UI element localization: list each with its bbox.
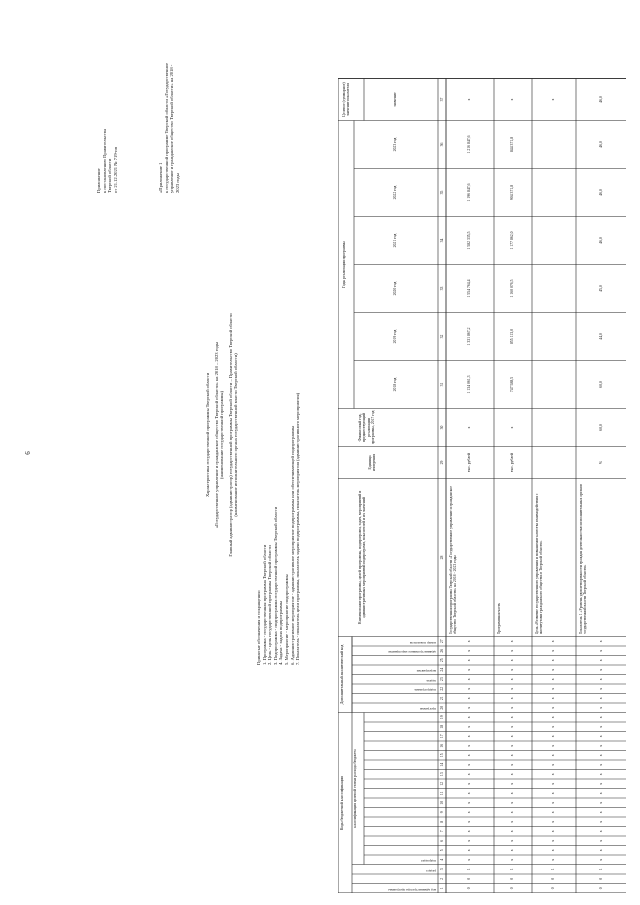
column-number: 2 xyxy=(439,877,444,880)
code-cell: x xyxy=(551,706,555,709)
code-cell: 0 xyxy=(510,887,514,890)
column-number: 11 xyxy=(439,791,444,796)
code-cell: x xyxy=(510,801,514,804)
code-cell: x xyxy=(551,697,555,700)
code-cell: x xyxy=(467,706,471,709)
header-base-year: Финансовый год, предшествующий реализации программы, 2017 год xyxy=(358,410,376,445)
header-admin: код администратора программы xyxy=(388,888,436,892)
code-cell: x xyxy=(510,668,514,671)
title-line: Главный администратор (администратор) государственной программы Тверской области – Правительство Тверской области xyxy=(227,313,233,557)
code-cell: x xyxy=(467,858,471,861)
code-cell: x xyxy=(467,725,471,728)
code-cell: x xyxy=(599,687,603,690)
header-year: 2021 год xyxy=(393,233,397,248)
row-target: х xyxy=(510,98,514,101)
document-title xyxy=(205,225,239,645)
code-cell: 0 xyxy=(467,877,471,880)
legend-line: 2. Цель - цель государственной программы Тверской области xyxy=(267,545,273,665)
header-year: 2020 год xyxy=(393,281,397,296)
header-indicator-no: номер показателя xyxy=(409,641,436,645)
code-cell: x xyxy=(467,716,471,719)
code-cell: x xyxy=(510,678,514,681)
row-year-value: 45,0 xyxy=(599,285,603,292)
code-cell: x xyxy=(467,801,471,804)
legend-line: 4. Задача - задача подпрограммы xyxy=(278,601,284,665)
code-cell: x xyxy=(599,801,603,804)
reference-line: к государственной программе Тверской области «Государственное xyxy=(163,62,169,193)
code-cell: 1 xyxy=(599,868,603,871)
row-year-value xyxy=(551,122,557,168)
appendix-block xyxy=(96,129,118,193)
code-cell: x xyxy=(599,716,603,719)
code-cell: x xyxy=(510,811,514,814)
row-year-value: 855 113,0 xyxy=(510,328,514,345)
column-number: 30 xyxy=(439,425,444,430)
column-number: 8 xyxy=(439,820,444,823)
column-number: 25 xyxy=(439,658,444,663)
code-cell: x xyxy=(599,754,603,757)
row-name: Государственная программа Тверской области «Государственное управление и гражданское общество Тверской области» на 2018 - 2023 годы xyxy=(449,485,458,635)
code-cell: x xyxy=(551,735,555,738)
code-cell: x xyxy=(467,668,471,671)
code-cell: x xyxy=(599,649,603,652)
header-name: Наименование программы, целей программы, подпрограмм, задач, мероприятий и административных мероприятий подпрограмм, показателей и их значений xyxy=(358,490,367,625)
appendix-line: Приложение xyxy=(96,168,101,193)
code-cell: 0 xyxy=(551,887,555,890)
column-number: 4 xyxy=(439,858,444,861)
code-cell: x xyxy=(510,773,514,776)
code-cell: x xyxy=(467,792,471,795)
row-year-value xyxy=(551,266,557,312)
row-year-value: 46,0 xyxy=(599,189,603,196)
column-number: 6 xyxy=(439,839,444,842)
code-cell: x xyxy=(599,678,603,681)
column-number: 36 xyxy=(439,142,444,147)
code-cell: x xyxy=(510,782,514,785)
code-cell: x xyxy=(599,782,603,785)
row-year-value: 1 177 862,0 xyxy=(510,231,514,250)
row-year-value: 46,0 xyxy=(599,237,603,244)
code-cell: x xyxy=(510,763,514,766)
code-cell: 0 xyxy=(510,877,514,880)
column-number: 10 xyxy=(439,800,444,805)
code-cell: x xyxy=(510,640,514,643)
column-number: 28 xyxy=(439,555,444,560)
code-cell: x xyxy=(510,697,514,700)
code-cell: x xyxy=(551,678,555,681)
column-number: 17 xyxy=(439,734,444,739)
header-years-group: Годы реализации программы xyxy=(342,241,346,288)
column-number: 14 xyxy=(439,762,444,767)
code-cell: 1 xyxy=(510,868,514,871)
code-cell: x xyxy=(510,716,514,719)
code-cell: x xyxy=(599,763,603,766)
reference-line: 2023 годы xyxy=(174,173,180,193)
code-cell: x xyxy=(599,668,603,671)
row-unit: тыс. рублей xyxy=(467,453,471,472)
row-year-value: 1 331 867,2 xyxy=(467,327,471,346)
row-unit: % xyxy=(599,460,603,465)
code-cell: x xyxy=(551,773,555,776)
code-cell: x xyxy=(551,716,555,719)
appendix-line: Тверской области xyxy=(107,158,113,193)
row-year-value xyxy=(551,170,557,216)
row-target: х xyxy=(467,98,471,101)
code-cell: x xyxy=(551,744,555,747)
code-cell: x xyxy=(510,659,514,662)
code-cell: x xyxy=(599,858,603,861)
column-number: 5 xyxy=(439,849,444,852)
code-cell: x xyxy=(599,744,603,747)
row-year-value: 747 588,5 xyxy=(510,376,514,393)
code-cell: x xyxy=(510,725,514,728)
header-year: 2022 год xyxy=(393,185,397,200)
code-cell: x xyxy=(599,725,603,728)
column-number: 7 xyxy=(439,830,444,833)
code-cell: x xyxy=(551,687,555,690)
code-cell: x xyxy=(551,640,555,643)
code-cell: x xyxy=(551,801,555,804)
code-cell: x xyxy=(467,782,471,785)
row-target: 46,0 xyxy=(599,96,603,103)
row-year-value xyxy=(551,314,557,360)
column-number: 13 xyxy=(439,772,444,777)
code-cell: x xyxy=(599,839,603,842)
row-base: х xyxy=(467,426,471,429)
column-number: 1 xyxy=(439,887,444,890)
code-cell: x xyxy=(599,849,603,852)
row-name: Показатель 1 «Уровень удовлетворенности граждан деятельностью исполнительных органов государственной власти Тверской области» xyxy=(579,483,588,635)
code-cell: x xyxy=(551,725,555,728)
column-number: 29 xyxy=(439,460,444,465)
column-number: 3 xyxy=(439,868,444,871)
code-cell: x xyxy=(551,763,555,766)
code-cell: 0 xyxy=(551,877,555,880)
row-year-value: 1 160 076,5 xyxy=(510,279,514,298)
column-number: 27 xyxy=(439,639,444,644)
row-year-value: 844 371,8 xyxy=(510,136,514,153)
code-cell: x xyxy=(551,782,555,785)
header-activity: мероприятие xyxy=(416,669,436,674)
row-unit: тыс. рублей xyxy=(510,453,514,472)
header-task: задача xyxy=(426,679,436,683)
column-number: 21 xyxy=(439,696,444,701)
code-cell: x xyxy=(551,811,555,814)
legend-line: 7. Показатель - показатель цели программы, показатель задачи подпрограммы, показатель мероприятия (административного мероприятия) xyxy=(295,392,301,665)
code-cell: x xyxy=(467,687,471,690)
legend-line: 5. Мероприятие - мероприятие подпрограммы xyxy=(283,574,289,665)
code-cell: x xyxy=(510,744,514,747)
code-cell: x xyxy=(551,792,555,795)
header-subsection: подраздел xyxy=(420,859,436,864)
column-number: 18 xyxy=(439,724,444,729)
code-cell: x xyxy=(551,820,555,823)
title-line: (наименование исполнительного органа государственной власти Тверской области) xyxy=(233,353,239,517)
legend-line: 3. Подпрограмма - подпрограмма государственной программы Тверской области xyxy=(272,506,278,665)
code-cell: x xyxy=(467,735,471,738)
row-unit xyxy=(551,448,557,478)
code-cell: x xyxy=(599,830,603,833)
reference-block xyxy=(158,63,180,193)
code-cell: 1 xyxy=(467,868,471,871)
row-year-value: 1 196 847,6 xyxy=(467,183,471,202)
row-year-value: 60,0 xyxy=(599,381,603,388)
title-line: «Государственное управление и гражданское общество Тверской области» на 2018 – 2023 годы xyxy=(213,341,219,529)
legend-line: 1. Программа - государственная программа Тверской области xyxy=(261,544,267,665)
header-unit: Единица измерения xyxy=(368,454,377,471)
column-number: 19 xyxy=(439,715,444,720)
column-number: 24 xyxy=(439,667,444,672)
code-cell: x xyxy=(599,735,603,738)
code-cell: x xyxy=(510,735,514,738)
code-cell: x xyxy=(510,792,514,795)
column-number: 35 xyxy=(439,190,444,195)
code-cell: x xyxy=(599,706,603,709)
column-number: 23 xyxy=(439,677,444,682)
appendix-line: к постановлению Правительства xyxy=(101,129,107,193)
code-cell: x xyxy=(467,830,471,833)
row-name: Цель «Развитие государственного управления и повышение качества взаимодействия с институтами гражданского общества в Тверской области» xyxy=(535,493,544,635)
code-cell: x xyxy=(510,649,514,652)
code-cell: x xyxy=(551,858,555,861)
header-budget-codes: Коды бюджетной классификации xyxy=(340,776,344,831)
code-cell: x xyxy=(510,820,514,823)
code-cell: x xyxy=(551,659,555,662)
column-number: 37 xyxy=(439,97,444,102)
code-cell: x xyxy=(599,659,603,662)
header-target-article: классификация целевой статьи расхода бюджета xyxy=(353,749,357,828)
appendix-line: от 21.12.2021 № 719-пп xyxy=(112,146,118,193)
code-cell: x xyxy=(599,792,603,795)
header-program: программа xyxy=(419,707,436,712)
row-year-value: 46,0 xyxy=(599,141,603,148)
code-cell: x xyxy=(599,773,603,776)
code-cell: x xyxy=(510,754,514,757)
row-year-value xyxy=(551,218,557,264)
header-additional-code: Дополнительный аналитический код xyxy=(340,644,344,705)
header-target-value: значение xyxy=(393,92,397,107)
header-target: Целевое (суммарное) значение показателя xyxy=(342,82,351,117)
row-name: Программная часть xyxy=(497,602,501,635)
column-number: 16 xyxy=(439,743,444,748)
page-number: 6 xyxy=(24,451,32,455)
reference-line: «Приложение 1 xyxy=(158,162,163,193)
title-line: Характеристика государственной программы Тверской области xyxy=(205,372,210,498)
code-cell: x xyxy=(551,839,555,842)
code-cell: x xyxy=(467,820,471,823)
code-cell: x xyxy=(467,659,471,662)
code-cell: x xyxy=(467,649,471,652)
code-cell: x xyxy=(510,849,514,852)
row-year-value: 1 554 764,4 xyxy=(467,279,471,298)
code-cell: 1 xyxy=(551,868,555,871)
row-target: х xyxy=(551,98,555,101)
column-number: 33 xyxy=(439,286,444,291)
row-base: х xyxy=(510,426,514,429)
code-cell: x xyxy=(467,763,471,766)
row-year-value xyxy=(551,362,557,408)
legend-block xyxy=(256,393,301,665)
header-year: 2023 год xyxy=(393,137,397,152)
code-cell: x xyxy=(599,811,603,814)
legend-line: 6. Административное мероприятие - административное мероприятие подпрограммы или обеспечивающей подпрограммы xyxy=(289,425,295,665)
code-cell: x xyxy=(510,858,514,861)
code-cell: x xyxy=(467,697,471,700)
column-number: 31 xyxy=(439,382,444,387)
code-cell: 0 xyxy=(467,887,471,890)
code-cell: x xyxy=(599,820,603,823)
title-line: (наименование государственной программы) xyxy=(219,390,225,480)
code-cell: x xyxy=(467,678,471,681)
row-year-value: 44,0 xyxy=(599,333,603,340)
code-cell: x xyxy=(551,754,555,757)
code-cell: x xyxy=(467,849,471,852)
code-cell: x xyxy=(467,744,471,747)
code-cell: x xyxy=(551,830,555,833)
code-cell: x xyxy=(599,640,603,643)
code-cell: x xyxy=(551,649,555,652)
code-cell: x xyxy=(510,839,514,842)
code-cell: x xyxy=(467,754,471,757)
column-number: 26 xyxy=(439,648,444,653)
code-cell: x xyxy=(467,773,471,776)
code-cell: x xyxy=(467,839,471,842)
column-number: 34 xyxy=(439,238,444,243)
code-cell: x xyxy=(599,697,603,700)
code-cell: 0 xyxy=(599,887,603,890)
code-cell: 0 xyxy=(599,877,603,880)
column-number: 15 xyxy=(439,753,444,758)
header-subprogram: подпрограмма xyxy=(414,688,436,693)
legend-line: Принятые обозначения и сокращения: xyxy=(256,590,261,665)
header-section: раздел xyxy=(426,869,436,873)
column-number: 12 xyxy=(439,781,444,786)
reference-line: управление и гражданское общество Тверской области» на 2018 - xyxy=(169,64,175,193)
column-number: 9 xyxy=(439,811,444,814)
code-cell: x xyxy=(551,849,555,852)
code-cell: x xyxy=(467,811,471,814)
column-number: 32 xyxy=(439,334,444,339)
row-year-value: 1 582 335,5 xyxy=(467,231,471,250)
row-year-value: 1 216 847,6 xyxy=(467,135,471,154)
header-year: 2019 год xyxy=(393,329,397,344)
row-year-value: 1 134 061,3 xyxy=(467,375,471,394)
row-year-value: 904 371,8 xyxy=(510,184,514,201)
code-cell: x xyxy=(467,640,471,643)
code-cell: x xyxy=(510,687,514,690)
column-number: 20 xyxy=(439,705,444,710)
header-admin-activity: административное мероприятие xyxy=(388,650,436,655)
column-number: 22 xyxy=(439,686,444,691)
row-base xyxy=(551,410,557,446)
header-year: 2018 год xyxy=(393,377,397,392)
row-base: 60,0 xyxy=(599,424,603,431)
code-cell: x xyxy=(551,668,555,671)
characteristics-table xyxy=(338,23,626,893)
code-cell: x xyxy=(510,830,514,833)
code-cell: x xyxy=(510,706,514,709)
